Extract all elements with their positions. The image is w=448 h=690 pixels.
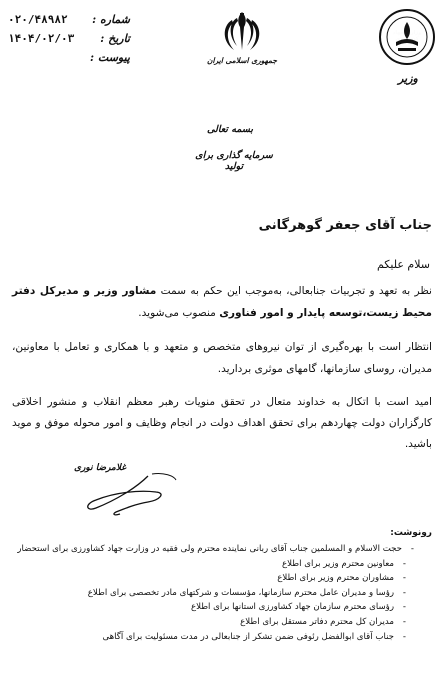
letter-number: ۰۲۰/۴۸۹۸۲	[8, 13, 68, 26]
cc-item-text: مدیران کل محترم دفاتر مستقل برای اطلاع	[240, 616, 394, 627]
cc-item-text: مشاوران محترم وزیر برای اطلاع	[277, 573, 394, 584]
letter-meta	[8, 10, 130, 67]
emblem-caption: جمهوری اسلامی ایران	[206, 56, 278, 65]
date-label: تاریخ :	[100, 32, 130, 45]
cc-item: - مدیران کل محترم دفاتر مستقل برای اطلاع	[14, 615, 414, 630]
appointment-text-end: منصوب می‌شوید.	[138, 307, 220, 319]
cc-item: - جناب آقای ابوالفضل رئوفی ضمن تشکر از جنابعالی در مدت مسئولیت برای آگاهی	[14, 630, 414, 645]
handwritten-signature	[56, 462, 186, 520]
number-label: شماره :	[92, 13, 130, 26]
greeting: سلام علیکم	[376, 258, 430, 271]
expectation-text: انتظار است با بهره‌گیری از توان نیروهای متخصص و متعهد و با همکاری و تعامل با معاونین، مدیران، روسای سازمانها، گامهای موثری بردارید.	[12, 341, 432, 375]
basmala: بسمه تعالی	[207, 124, 253, 135]
appointment-text-start: نظر به تعهد و تجربیات جنابعالی، به‌موجب این حکم به سمت	[156, 285, 432, 297]
cc-item-text: جناب آقای ابوالفضل رئوفی ضمن تشکر از جنابعالی در مدت مسئولیت برای آگاهی	[102, 631, 394, 642]
attachment-label: پیوست :	[90, 51, 130, 64]
letter-subject: سرمایه گذاری برای تولید	[195, 150, 273, 172]
recipient: جناب آقای جعفر گوهرگانی	[258, 218, 432, 233]
cc-item-text: حجت الاسلام و المسلمین جناب آقای ربانی نماینده محترم ولی فقیه در وزارت جهاد کشاورزی برای استحضار	[17, 544, 402, 554]
cc-item-text: رؤسای محترم سازمان جهاد کشاورزی استانها برای اطلاع	[190, 602, 394, 613]
cc-item: - رؤسا و مدیران عامل محترم سازمانها، مؤسسات و شرکتهای مادر تخصصی برای اطلاع	[14, 586, 414, 601]
cc-item-text: معاونین محترم وزیر برای اطلاع	[282, 558, 394, 569]
cc-list	[14, 542, 414, 644]
emblem-icon	[207, 10, 277, 54]
cc-item: - رؤسای محترم سازمان جهاد کشاورزی استانها برای اطلاع	[14, 600, 414, 615]
iran-emblem	[207, 10, 277, 72]
minister-title: وزیر	[398, 72, 418, 85]
paragraph-expectation	[12, 336, 432, 380]
cc-item: - مشاوران محترم وزیر برای اطلاع	[14, 571, 414, 586]
paragraph-wish	[12, 392, 432, 455]
wish-text: امید است با اتکال به خداوند متعال در تحقق منویات رهبر معظم انقلاب و منشور اخلاقی کارگزاران دولت چهاردهم برای تحقق اهداف دولت در انجام وظایف و امور محوله موفق و موید باشید.	[12, 396, 432, 450]
cc-title: رونوشت:	[390, 528, 432, 538]
cc-item: - حجت الاسلام و المسلمین جناب آقای ربانی نماینده محترم ولی فقیه در وزارت جهاد کشاورزی برای استحضار	[14, 542, 414, 557]
cc-item: - معاونین محترم وزیر برای اطلاع	[14, 557, 414, 572]
ministry-logo-text	[383, 30, 431, 42]
ministry-logo	[378, 8, 436, 66]
cc-item-text: رؤسا و مدیران عامل محترم سازمانها، مؤسسات و شرکتهای مادر تخصصی برای اطلاع	[87, 587, 394, 598]
appointment-position: مشاور وزیر و مدیرکل دفتر محیط زیست،توسعه پایدار و امور فناوری	[12, 285, 432, 319]
letter-date: ۱۴۰۴/۰۲/۰۳	[8, 32, 75, 45]
signatory-name: غلامرضا نوری	[74, 463, 126, 473]
paragraph-appointment	[12, 280, 432, 324]
